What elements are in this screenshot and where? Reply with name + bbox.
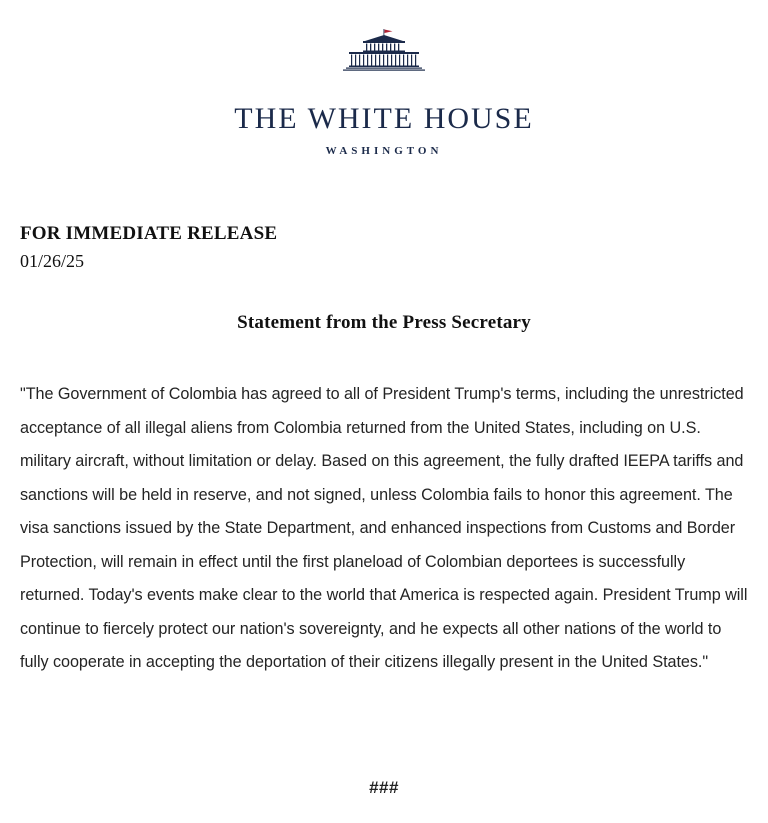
letterhead-subtitle: WASHINGTON: [325, 145, 443, 157]
end-mark: ###: [369, 778, 399, 797]
release-block: [18, 223, 750, 272]
letterhead-title: THE WHITE HOUSE: [234, 102, 534, 135]
statement-body: "The Government of Colombia has agreed to all of President Trump's terms, including the unrestricted acceptance of all illegal aliens from Colombia returned from the United States, including on U.S. military aircraft, without limitation or delay. Based on this agreement, the fully drafted IEEPA tariffs and sanctions will be held in reserve, and not signed, unless Colombia fails to honor this agreement. The visa sanctions issued by the State Department, and enhanced inspections from Customs and Border Protection, will remain in effect until the first planeload of Colombian deportees is successfully returned. Today's events make clear to the world that America is respected again. President Trump will continue to fiercely protect our nation's sovereignty, and he expects all other nations of the world to fully cooperate in accepting the deportation of their citizens illegally present in the United States.": [20, 385, 748, 671]
release-date: 01/26/25: [20, 251, 85, 271]
letterhead: [18, 0, 750, 157]
white-house-seal-icon: [326, 28, 442, 86]
statement-title: Statement from the Press Secretary: [237, 312, 531, 333]
release-label: FOR IMMEDIATE RELEASE: [20, 223, 278, 244]
